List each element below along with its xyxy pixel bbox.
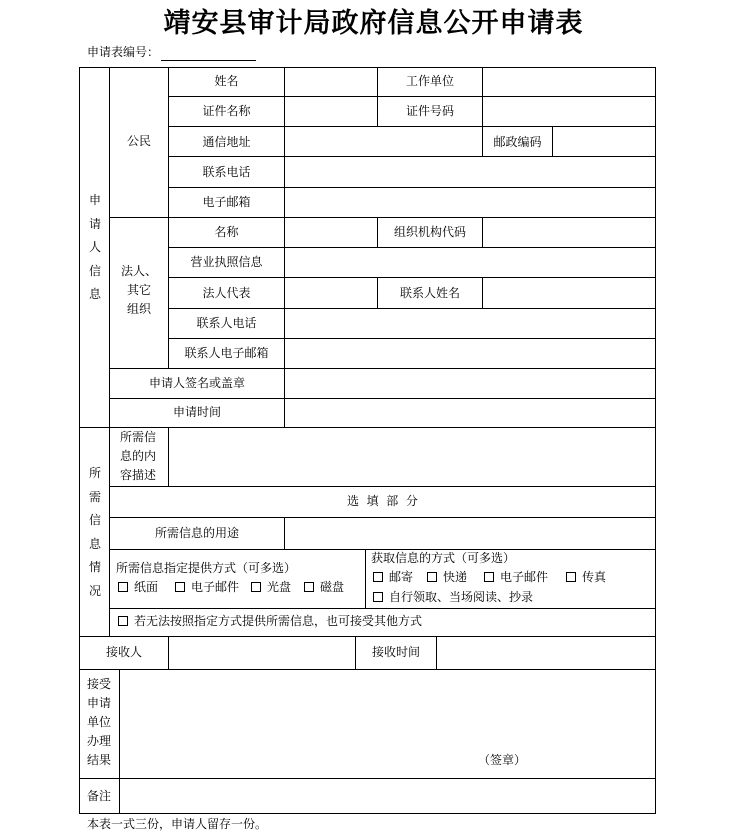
org-code-label: 组织机构代码 <box>393 225 466 239</box>
checkbox[interactable] <box>484 572 494 582</box>
apply-time-label: 申请时间 <box>172 405 221 419</box>
purpose-field[interactable] <box>285 518 655 549</box>
contact-name-label: 联系人姓名 <box>399 286 460 300</box>
description-field[interactable] <box>169 428 655 486</box>
email-label: 电子邮箱 <box>202 195 251 209</box>
checkbox[interactable] <box>118 616 128 626</box>
work-unit-label: 工作单位 <box>405 74 454 88</box>
id-type-field[interactable] <box>285 97 377 126</box>
receive-time-field[interactable] <box>437 637 655 669</box>
checkbox[interactable] <box>304 582 314 592</box>
remarks-field[interactable] <box>120 779 655 813</box>
remarks-label: 备注 <box>87 789 112 803</box>
contact-name-field[interactable] <box>483 278 655 308</box>
name-field[interactable] <box>285 68 377 96</box>
license-label: 营业执照信息 <box>190 255 263 269</box>
fallback-option[interactable]: 若无法按照指定方式提供所需信息，也可接受其他方式 <box>118 612 422 630</box>
required-info-section-label: 所 需 信 息 情 况 <box>88 466 101 598</box>
provide-method-label: 所需信息指定提供方式（可多选） <box>116 561 297 575</box>
id-number-field[interactable] <box>483 97 655 126</box>
provide-option-email[interactable]: 电子邮件 <box>175 578 239 596</box>
obtain-method-label: 获取信息的方式（可多选） <box>371 551 516 565</box>
checkbox[interactable] <box>566 572 576 582</box>
signature-field[interactable] <box>285 369 655 398</box>
form-title: 靖安县审计局政府信息公开申请表 <box>163 8 584 39</box>
legal-rep-field[interactable] <box>285 278 377 308</box>
result-label: 接受 申请 单位 办理 结果 <box>87 677 112 767</box>
obtain-option-mail[interactable]: 邮寄 <box>373 568 413 586</box>
phone-label: 联系电话 <box>202 165 251 179</box>
provide-option-disk[interactable]: 磁盘 <box>304 578 344 596</box>
contact-phone-field[interactable] <box>285 309 655 338</box>
checkbox[interactable] <box>175 582 185 592</box>
contact-email-field[interactable] <box>285 339 655 368</box>
receive-time-label: 接收时间 <box>371 645 420 659</box>
applicant-section-label: 申 请 人 信 息 <box>88 193 101 301</box>
postcode-label: 邮政编码 <box>493 135 542 149</box>
phone-field[interactable] <box>285 157 655 187</box>
purpose-label: 所需信息的用途 <box>154 526 239 540</box>
obtain-option-self[interactable]: 自行领取、当场阅读、抄录 <box>373 588 533 606</box>
receiver-label: 接收人 <box>105 645 142 659</box>
result-field[interactable] <box>120 670 655 778</box>
checkbox[interactable] <box>118 582 128 592</box>
license-field[interactable] <box>285 248 655 277</box>
email-field[interactable] <box>285 188 655 217</box>
optional-section-label: 选 填 部 分 <box>347 494 418 508</box>
signature-label: 申请人签名或盖章 <box>148 376 245 390</box>
stamp-label: （签章） <box>478 753 527 767</box>
provide-option-cd[interactable]: 光盘 <box>251 578 291 596</box>
postcode-field[interactable] <box>553 127 655 156</box>
org-label: 法人、 其它 组织 <box>120 264 157 316</box>
id-type-label: 证件名称 <box>202 104 251 118</box>
receiver-field[interactable] <box>169 637 355 669</box>
address-label: 通信地址 <box>202 135 251 149</box>
footnote: 本表一式三份，申请人留存一份。 <box>87 817 268 831</box>
citizen-label: 公民 <box>126 134 151 148</box>
org-code-field[interactable] <box>483 218 655 247</box>
obtain-option-fax[interactable]: 传真 <box>566 568 606 586</box>
legal-rep-label: 法人代表 <box>202 286 251 300</box>
contact-phone-label: 联系人电话 <box>196 316 257 330</box>
org-name-label: 名称 <box>214 225 239 239</box>
org-name-field[interactable] <box>285 218 377 247</box>
obtain-option-express[interactable]: 快递 <box>427 568 467 586</box>
checkbox[interactable] <box>373 572 383 582</box>
form-number-label: 申请表编号： <box>87 45 160 59</box>
checkbox[interactable] <box>251 582 261 592</box>
id-number-label: 证件号码 <box>405 104 454 118</box>
address-field[interactable] <box>285 127 482 156</box>
name-label: 姓名 <box>214 74 239 88</box>
checkbox[interactable] <box>427 572 437 582</box>
apply-time-field[interactable] <box>285 399 655 427</box>
checkbox[interactable] <box>373 592 383 602</box>
contact-email-label: 联系人电子邮箱 <box>184 346 269 360</box>
description-label: 所需信 息的内 容描述 <box>120 430 157 482</box>
obtain-option-email[interactable]: 电子邮件 <box>484 568 548 586</box>
work-unit-field[interactable] <box>483 68 655 96</box>
provide-option-paper[interactable]: 纸面 <box>118 578 158 596</box>
